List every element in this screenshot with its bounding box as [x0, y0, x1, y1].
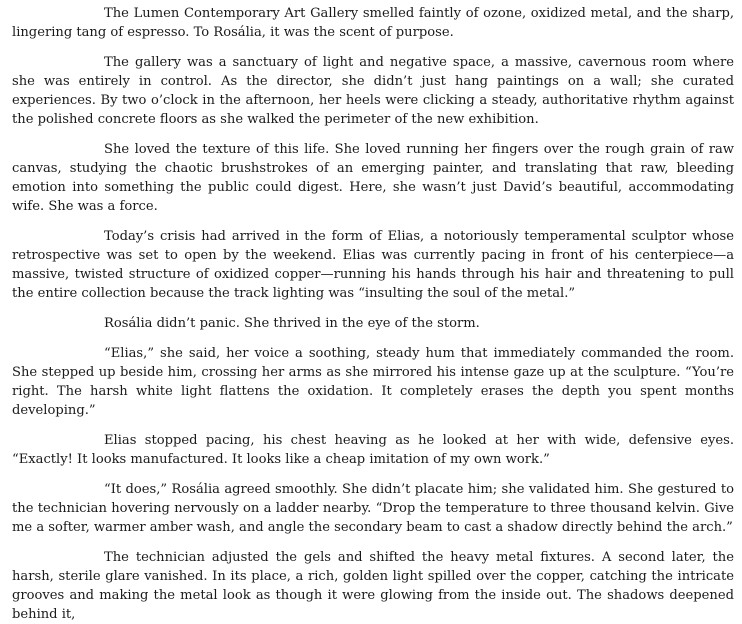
paragraph-7: Elias stopped pacing, his chest heaving as he looked at her with wide, defensive eyes. “Exactly! It looks manufactured. It looks like a cheap imitation of my own work.” — [12, 433, 734, 467]
paragraph-6: “Elias,” she said, her voice a soothing, steady hum that immediately commanded the room. She stepped up beside him, crossing her arms as she mirrored his intense gaze up at the sculpture. “You’re right. The harsh white light flattens the oxidation. It completely erases the depth you spent months developing.” — [12, 346, 734, 418]
paragraph-2: The gallery was a sanctuary of light and negative space, a massive, cavernous room where she was entirely in control. As the director, she didn’t just hang paintings on a wall; she curated experiences. By two o’clock in the afternoon, her heels were clicking a steady, authoritative rhythm against the polished concrete floors as she walked the perimeter of the new exhibition. — [12, 55, 734, 127]
paragraph-1: The Lumen Contemporary Art Gallery smelled faintly of ozone, oxidized metal, and the sharp, lingering tang of espresso. To Rosália, it was the scent of purpose. — [12, 6, 734, 40]
document-page — [12, 0, 734, 622]
paragraph-4: Today’s crisis had arrived in the form of Elias, a notoriously temperamental sculptor whose retrospective was set to open by the weekend. Elias was currently pacing in front of his centerpiece—a massive, twisted structure of oxidized copper—running his hands through his hair and threatening to pull the entire collection because the track lighting was “insulting the soul of the metal.” — [12, 229, 734, 301]
paragraph-8: “It does,” Rosália agreed smoothly. She didn’t placate him; she validated him. She gestured to the technician hovering nervously on a ladder nearby. “Drop the temperature to three thousand kelvin. Give me a softer, warmer amber wash, and angle the secondary beam to cast a shadow directly behind the arch.” — [12, 482, 734, 535]
paragraph-3: She loved the texture of this life. She loved running her fingers over the rough grain of raw canvas, studying the chaotic brushstrokes of an emerging painter, and translating that raw, bleeding emotion into something the public could digest. Here, she wasn’t just David’s beautiful, accommodating wife. She was a force. — [12, 142, 734, 214]
paragraph-5: Rosália didn’t panic. She thrived in the eye of the storm. — [104, 316, 480, 331]
paragraph-9: The technician adjusted the gels and shifted the heavy metal fixtures. A second later, the harsh, sterile glare vanished. In its place, a rich, golden light spilled over the copper, catching the intricate grooves and making the metal look as though it were glowing from the inside out. The shadows deepened behind it, — [12, 550, 734, 622]
